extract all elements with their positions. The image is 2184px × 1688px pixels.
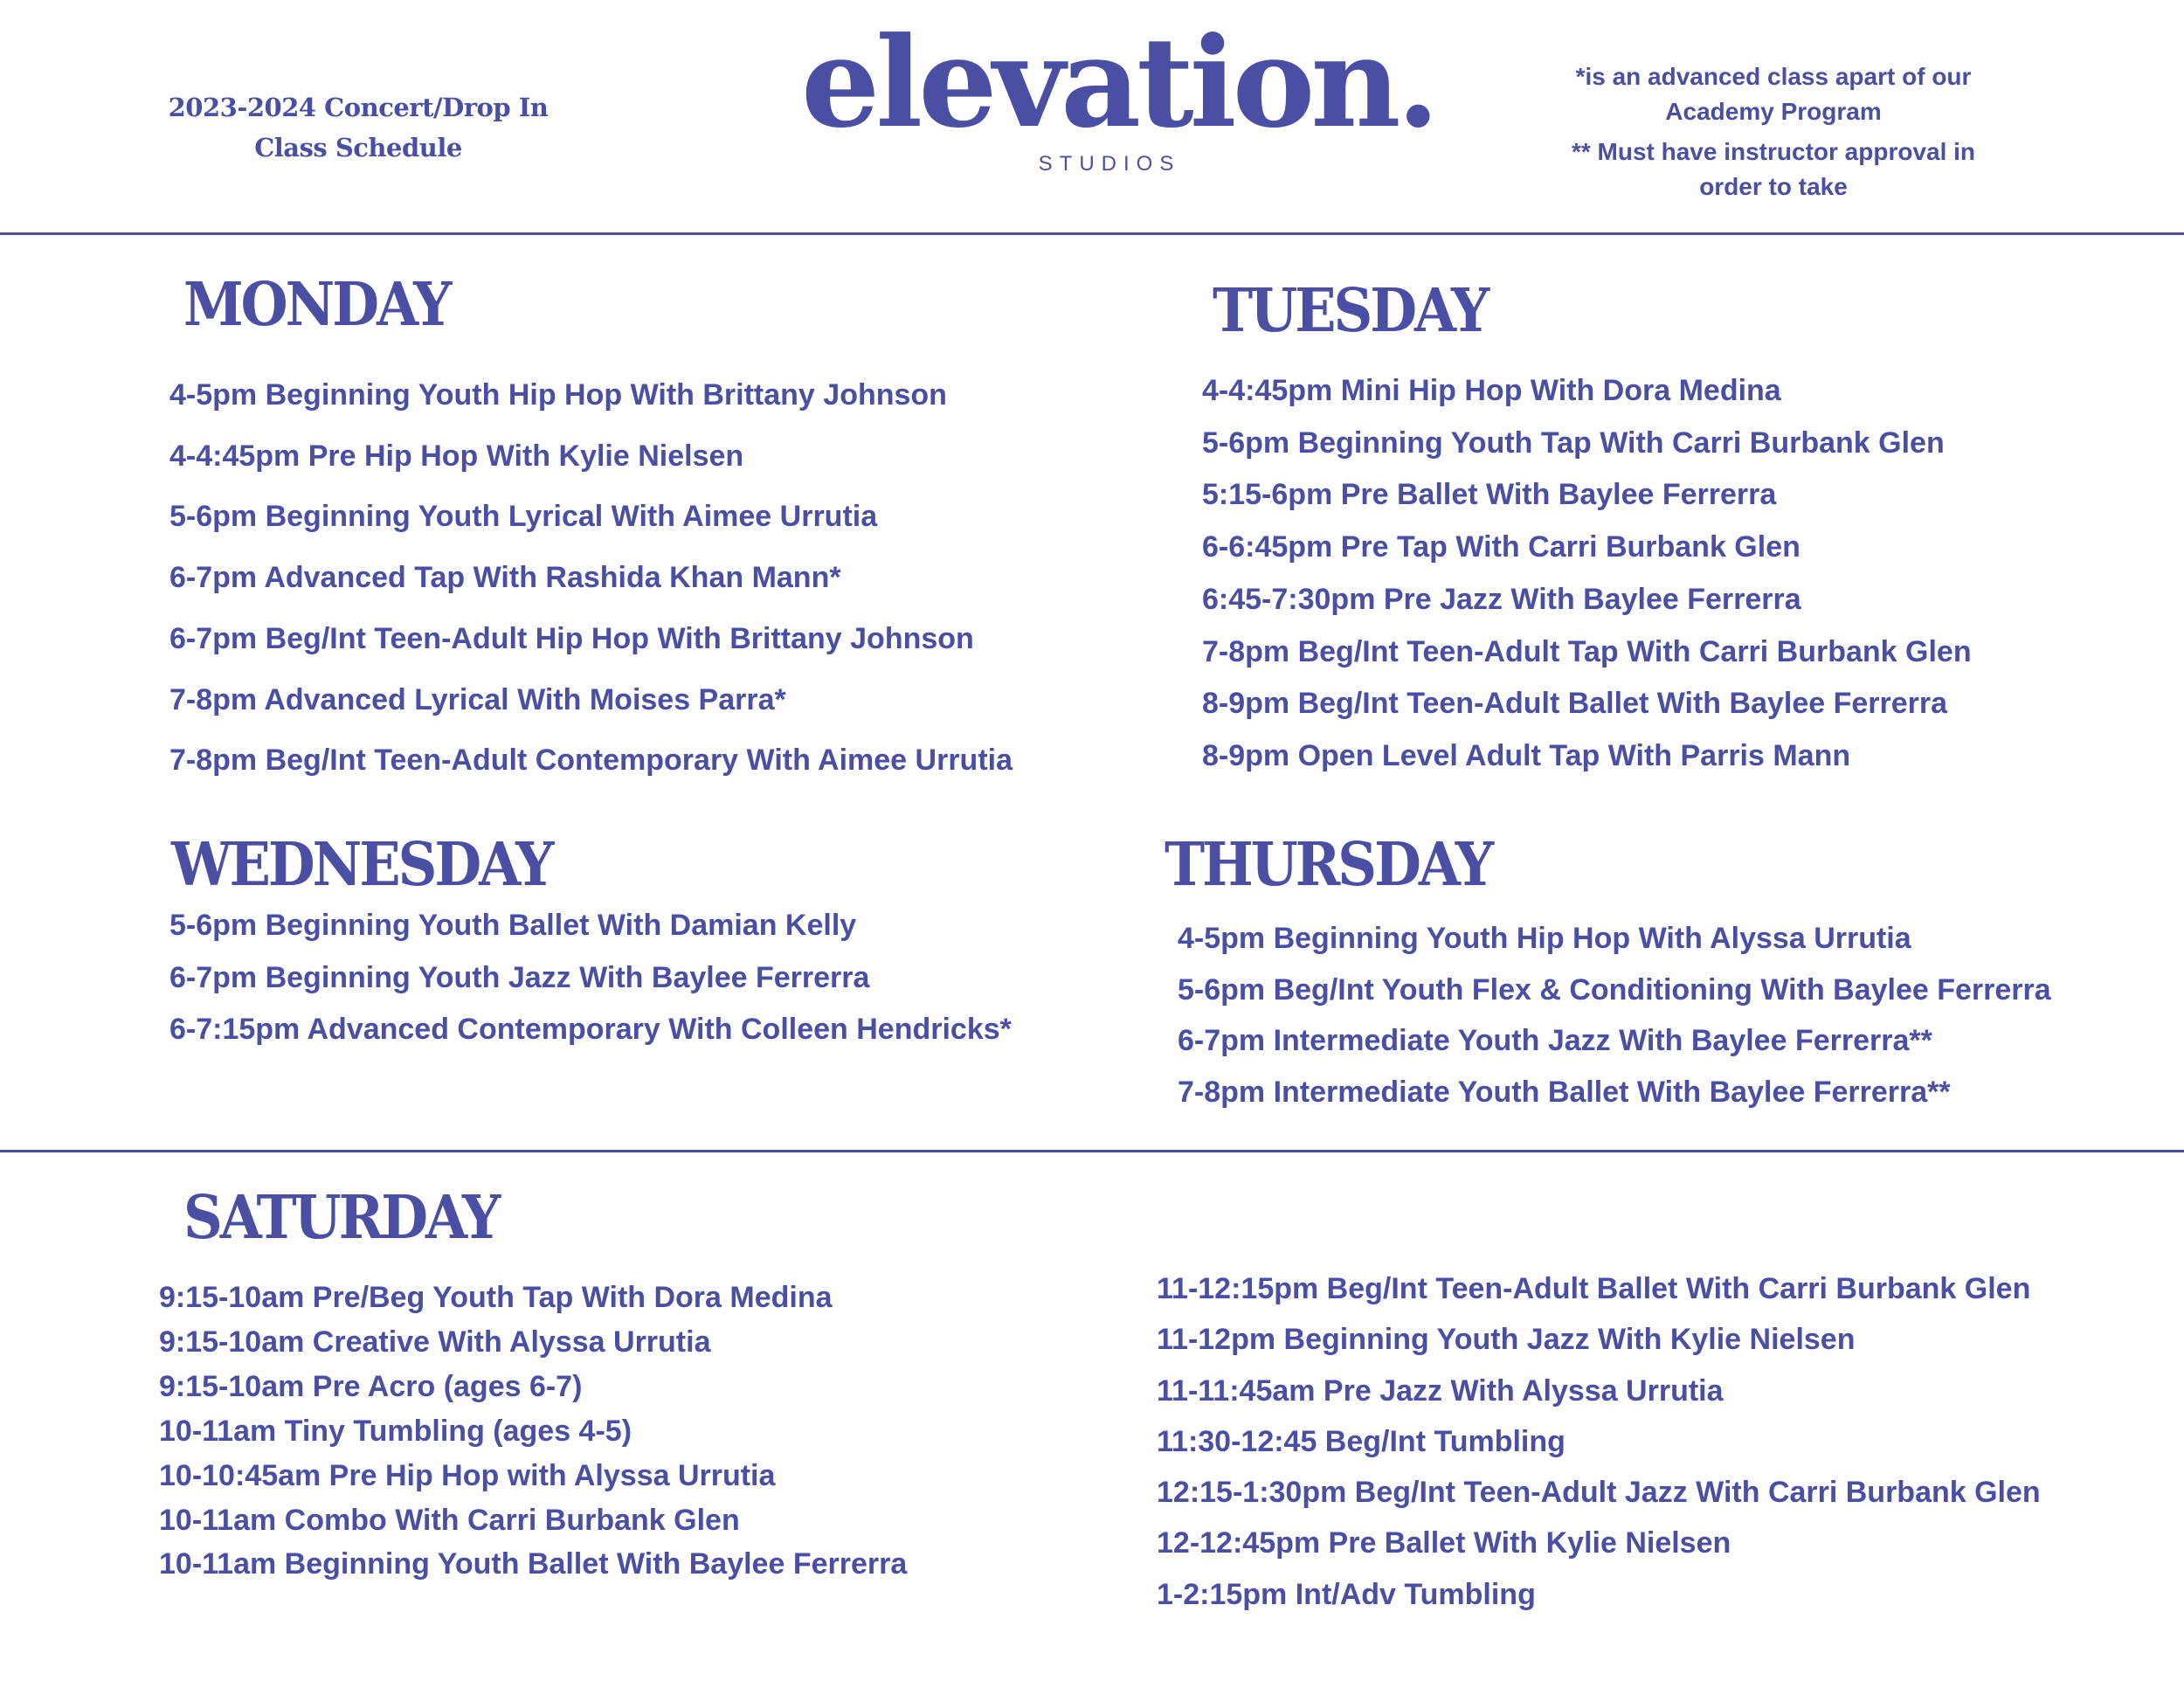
schedule-subtitle [131,87,585,168]
class-entry: 4-4:45pm Mini Hip Hop With Dora Medina [1202,374,1781,407]
class-entry: 11-12:15pm Beg/Int Teen-Adult Ballet With Carri Burbank Glen [1157,1272,2031,1305]
class-entry: 5-6pm Beg/Int Youth Flex & Conditioning With Baylee Ferrerra [1178,972,2051,1007]
class-entry: 8-9pm Open Level Adult Tap With Parris Mann [1202,738,1851,772]
class-list-monday [169,365,1013,792]
class-entry: 11:30-12:45 Beg/Int Tumbling [1157,1424,1565,1458]
note-approval-line-2: order to take [1699,173,1848,200]
class-entry: 6-7pm Beginning Youth Jazz With Baylee Ferrerra [169,960,870,994]
class-entry: 5-6pm Beginning Youth Lyrical With Aimee Urrutia [169,500,878,534]
class-entry: 9:15-10am Creative With Alyssa Urrutia [159,1325,711,1359]
class-entry: 6-6:45pm Pre Tap With Carri Burbank Glen [1202,530,1800,564]
class-entry: 7-8pm Advanced Lyrical With Moises Parra* [169,682,786,716]
class-entry: 12-12:45pm Pre Ballet With Kylie Nielsen [1157,1526,1731,1560]
class-entry: 10-10:45am Pre Hip Hop with Alyssa Urrutia [159,1458,776,1492]
day-heading-thursday: THURSDAY [1165,829,1492,900]
class-entry: 4-5pm Beginning Youth Hip Hop With Brittany Johnson [169,378,947,412]
class-entry: 10-11am Beginning Youth Ballet With Baylee Ferrerra [159,1547,908,1581]
class-list-saturday-midday [1157,1263,2041,1620]
class-list-wednesday [169,900,1012,1056]
class-entry: 4-4:45pm Pre Hip Hop With Kylie Nielsen [169,439,744,473]
class-entry: 6-7:15pm Advanced Contemporary With Colleen Hendricks* [169,1013,1012,1046]
day-heading-wednesday: WEDNESDAY [171,829,552,900]
day-heading-tuesday: TUESDAY [1213,275,1488,346]
note-advanced [1503,59,2044,129]
class-entry: 7-8pm Beg/Int Teen-Adult Contemporary With Aimee Urrutia [169,744,1013,778]
class-entry: 6-7pm Beg/Int Teen-Adult Hip Hop With Brittany Johnson [169,621,974,655]
note-advanced-line-1: *is an advanced class apart of our [1575,63,1972,90]
class-list-tuesday [1202,365,1972,783]
day-heading-monday: MONDAY [183,269,450,340]
brand-logo [786,9,1450,176]
divider-middle [0,1150,2184,1152]
brand-name: elevation. [800,10,1436,156]
subtitle-line-1: 2023-2024 Concert/Drop In [168,93,549,122]
class-entry: 10-11am Tiny Tumbling (ages 4-5) [159,1414,632,1448]
divider-top [0,232,2184,235]
class-entry: 10-11am Combo With Carri Burbank Glen [159,1503,740,1537]
class-entry: 12:15-1:30pm Beg/Int Teen-Adult Jazz With Carri Burbank Glen [1157,1476,2041,1510]
class-entry: 8-9pm Beg/Int Teen-Adult Ballet With Baylee Ferrerra [1202,687,1948,721]
class-entry: 9:15-10am Pre/Beg Youth Tap With Dora Medina [159,1281,833,1314]
note-approval [1503,135,2044,204]
class-entry: 7-8pm Beg/Int Teen-Adult Tap With Carri Burbank Glen [1202,634,1972,668]
brand-sub: STUDIOS [1038,152,1181,176]
class-entry: 6-7pm Advanced Tap With Rashida Khan Mann* [169,561,841,595]
note-approval-line-1: ** Must have instructor approval in [1571,138,1976,165]
note-advanced-line-2: Academy Program [1665,98,1882,125]
class-list-thursday [1178,913,2051,1117]
class-entry: 9:15-10am Pre Acro (ages 6-7) [159,1369,583,1403]
day-heading-saturday: SATURDAY [183,1182,499,1253]
class-list-saturday-morning [159,1276,907,1587]
class-entry: 7-8pm Intermediate Youth Ballet With Baylee Ferrerra** [1178,1075,1951,1109]
subtitle-line-2: Class Schedule [254,133,462,163]
class-entry: 5-6pm Beginning Youth Ballet With Damian Kelly [169,909,857,942]
schedule-notes [1503,59,2044,204]
class-entry: 11-12pm Beginning Youth Jazz With Kylie Nielsen [1157,1323,1856,1357]
class-entry: 11-11:45am Pre Jazz With Alyssa Urrutia [1157,1373,1724,1408]
class-entry: 6-7pm Intermediate Youth Jazz With Baylee Ferrerra** [1178,1024,1932,1057]
class-entry: 4-5pm Beginning Youth Hip Hop With Alyssa Urrutia [1178,922,1911,955]
class-entry: 5-6pm Beginning Youth Tap With Carri Burbank Glen [1202,425,1945,460]
class-entry: 5:15-6pm Pre Ballet With Baylee Ferrerra [1202,478,1777,512]
class-entry: 1-2:15pm Int/Adv Tumbling [1157,1577,1536,1611]
class-entry: 6:45-7:30pm Pre Jazz With Baylee Ferrerra [1202,582,1801,616]
